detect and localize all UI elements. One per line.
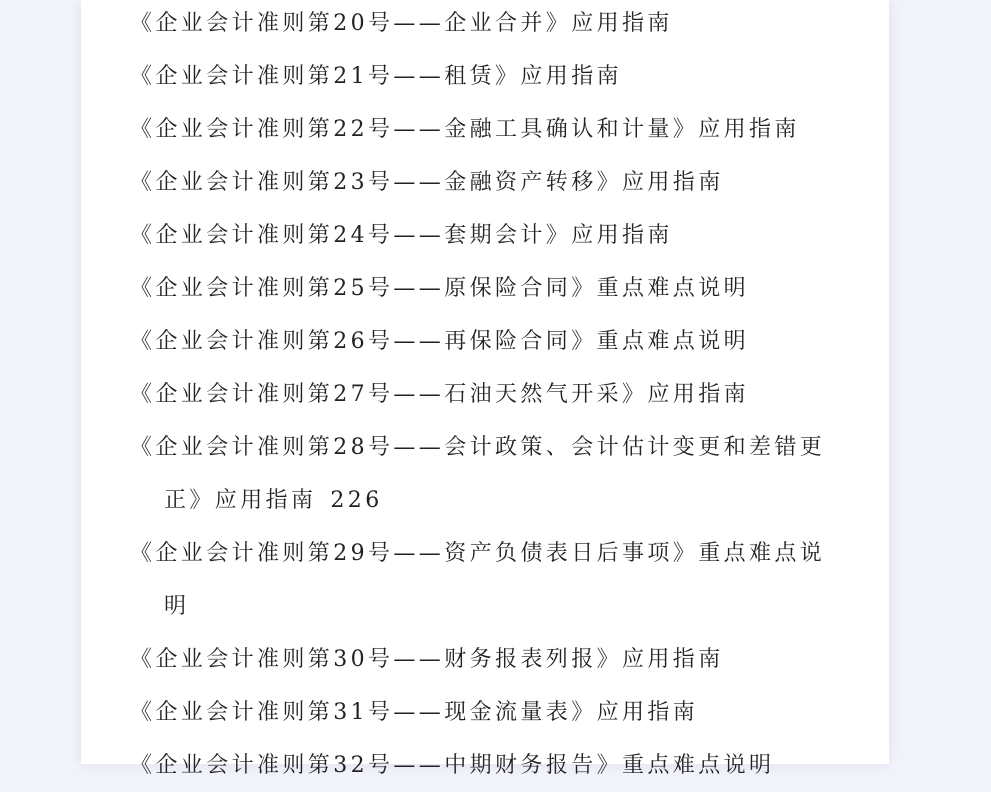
toc-entry-title: 《企业会计准则第20号——企业合并》应用指南 (130, 11, 673, 36)
toc-entry[interactable] (130, 421, 870, 527)
toc-entry[interactable] (130, 103, 870, 156)
toc-entry-title: 《企业会计准则第30号——财务报表列报》应用指南 (130, 647, 724, 672)
toc-entry-title: 《企业会计准则第21号——租赁》应用指南 (130, 64, 622, 89)
toc-entry-title-continued: 明 (164, 594, 190, 619)
toc-entry[interactable] (130, 50, 870, 103)
toc-entry-title: 《企业会计准则第22号——金融工具确认和计量》应用指南 (130, 117, 800, 142)
toc-entry[interactable] (130, 209, 870, 262)
toc-entry-title: 《企业会计准则第24号——套期会计》应用指南 (130, 223, 673, 248)
toc-entry-title: 《企业会计准则第31号——现金流量表》应用指南 (130, 700, 699, 725)
table-of-contents (130, 0, 870, 792)
toc-entry-title: 《企业会计准则第23号——金融资产转移》应用指南 (130, 170, 724, 195)
toc-entry[interactable] (130, 368, 870, 421)
toc-entry-title-end: 正》应用指南 (164, 488, 317, 513)
toc-entry-title-continued (130, 474, 870, 527)
toc-page-number: 226 (330, 488, 383, 513)
toc-entry-title: 《企业会计准则第27号——石油天然气开采》应用指南 (130, 382, 749, 407)
toc-entry[interactable] (130, 739, 870, 792)
toc-entry-title: 《企业会计准则第26号——再保险合同》重点难点说明 (130, 329, 749, 354)
toc-entry[interactable] (130, 315, 870, 368)
toc-entry[interactable] (130, 633, 870, 686)
toc-entry-title: 《企业会计准则第32号——中期财务报告》重点难点说明 (130, 753, 775, 778)
toc-entry[interactable] (130, 527, 870, 633)
document-page (81, 0, 889, 778)
toc-entry[interactable] (130, 156, 870, 209)
toc-entry[interactable] (130, 262, 870, 315)
toc-entry[interactable] (130, 686, 870, 739)
toc-entry-title: 《企业会计准则第28号——会计政策、会计估计变更和差错更 (130, 435, 826, 460)
toc-entry-title: 《企业会计准则第25号——原保险合同》重点难点说明 (130, 276, 749, 301)
toc-entry[interactable] (130, 0, 870, 50)
toc-entry-title: 《企业会计准则第29号——资产负债表日后事项》重点难点说 (130, 541, 826, 566)
